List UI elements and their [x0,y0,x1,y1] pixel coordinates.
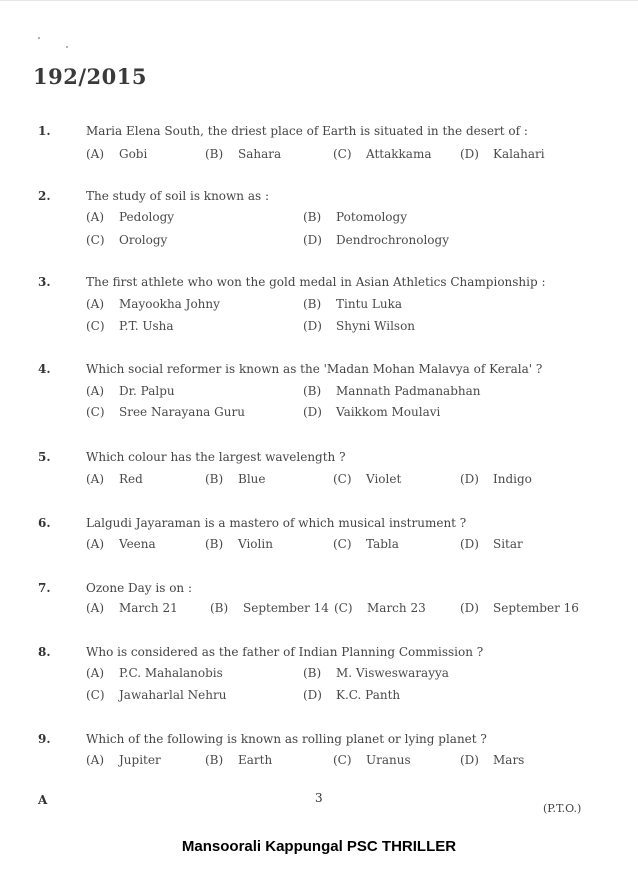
option-b [205,472,266,486]
option-b [303,384,481,398]
option-text: Dr. Palpu [119,384,175,398]
option-text: Blue [238,472,266,486]
option-text: Red [119,472,143,486]
option-c [86,688,226,702]
option-text: September 16 [493,601,579,615]
question-number: 2. [38,189,51,203]
question-number: 3. [38,275,51,289]
option-label: (B) [303,297,322,311]
option-d [303,405,440,419]
option-text: M. Visweswarayya [336,666,449,680]
option-label: (C) [333,472,352,486]
option-c [86,319,173,333]
option-label: (D) [460,472,479,486]
option-label: (A) [86,601,105,615]
option-text: September 14 [243,601,329,615]
option-a [86,210,174,224]
option-c [333,753,411,767]
option-text: Mars [493,753,525,767]
option-label: (B) [205,472,224,486]
option-c [333,537,399,551]
question-text: Which colour has the largest wavelength ? [86,450,346,464]
option-text: Veena [119,537,156,551]
option-text: Dendrochronology [336,233,449,247]
option-text: Jawaharlal Nehru [119,688,227,702]
option-label: (A) [86,384,105,398]
option-text: P.T. Usha [119,319,174,333]
question-number: 6. [38,516,51,530]
question-number: 7. [38,581,51,595]
option-text: Sitar [493,537,523,551]
option-text: Orology [119,233,168,247]
option-text: Earth [238,753,273,767]
option-label: (C) [333,147,352,161]
question-number: 4. [38,362,51,376]
option-label: (B) [303,210,322,224]
option-a [86,601,178,615]
option-text: Violin [238,537,273,551]
option-text: Attakkama [366,147,432,161]
question-text: Which social reformer is known as the 'Madan Mohan Malavya of Kerala' ? [86,362,543,376]
option-label: (D) [303,405,322,419]
question-number: 1. [38,124,51,138]
option-text: Gobi [119,147,148,161]
option-label: (C) [86,319,105,333]
option-text: Sahara [238,147,282,161]
option-text: Vaikkom Moulavi [336,405,441,419]
question-number: 5. [38,450,51,464]
option-label: (B) [205,753,224,767]
option-label: (B) [205,537,224,551]
option-a [86,472,143,486]
option-d [460,147,545,161]
option-text: Indigo [493,472,532,486]
option-label: (A) [86,537,105,551]
option-label: (A) [86,210,105,224]
option-d [303,233,449,247]
option-c [86,233,167,247]
option-label: (B) [210,601,229,615]
option-text: Violet [366,472,402,486]
option-label: (D) [303,233,322,247]
option-d [303,319,415,333]
option-text: Mannath Padmanabhan [336,384,481,398]
option-text: Sree Narayana Guru [119,405,245,419]
option-label: (A) [86,472,105,486]
option-text: K.C. Panth [336,688,401,702]
option-label: (C) [86,405,105,419]
question-text: Ozone Day is on : [86,581,193,595]
option-c [333,147,431,161]
question-number: 8. [38,645,51,659]
option-d [460,472,532,486]
option-c [333,472,401,486]
option-a [86,384,175,398]
option-b [205,147,281,161]
option-d [303,688,400,702]
option-d [460,537,523,551]
option-label: (B) [205,147,224,161]
option-label: (C) [86,233,105,247]
paper-code: 192/2015 [33,64,147,89]
option-label: (D) [303,688,322,702]
option-text: Mayookha Johny [119,297,220,311]
page-number: 3 [315,791,323,805]
question-text: Lalgudi Jayaraman is a mastero of which musical instrument ? [86,516,467,530]
option-text: March 21 [119,601,178,615]
scan-speck [66,46,68,48]
option-label: (A) [86,297,105,311]
option-b [205,753,272,767]
question-text: Who is considered as the father of Indian Planning Commission ? [86,645,484,659]
top-edge-line [0,0,638,1]
option-label: (D) [460,753,479,767]
option-a [86,666,223,680]
option-label: (D) [460,601,479,615]
option-a [86,753,161,767]
series-code: A [38,793,48,807]
scan-speck [38,37,40,39]
option-label: (B) [303,666,322,680]
option-text: Uranus [366,753,411,767]
option-text: Jupiter [119,753,161,767]
option-text: Potomology [336,210,407,224]
option-text: March 23 [367,601,426,615]
option-label: (D) [460,147,479,161]
pto-note: (P.T.O.) [543,802,582,815]
option-label: (B) [303,384,322,398]
question-number: 9. [38,732,51,746]
option-b [303,666,449,680]
option-label: (A) [86,666,105,680]
option-a [86,147,147,161]
option-text: Shyni Wilson [336,319,416,333]
option-label: (A) [86,753,105,767]
option-text: Tabla [366,537,399,551]
option-label: (D) [460,537,479,551]
option-a [86,297,220,311]
option-b [303,297,402,311]
option-d [460,753,524,767]
watermark-credit: Mansoorali Kappungal PSC THRILLER [181,838,457,855]
question-text: Which of the following is known as rolling planet or lying planet ? [86,732,487,746]
option-label: (D) [303,319,322,333]
option-a [86,537,156,551]
option-b [210,601,329,615]
option-text: Tintu Luka [336,297,403,311]
option-label: (A) [86,147,105,161]
option-label: (C) [333,753,352,767]
option-text: Kalahari [493,147,545,161]
option-text: P.C. Mahalanobis [119,666,223,680]
option-d [460,601,579,615]
option-c [334,601,426,615]
option-text: Pedology [119,210,175,224]
question-text: The study of soil is known as : [86,189,270,203]
option-b [205,537,273,551]
option-label: (C) [86,688,105,702]
option-b [303,210,407,224]
question-text: The first athlete who won the gold medal in Asian Athletics Championship : [86,275,546,289]
option-label: (C) [333,537,352,551]
option-c [86,405,245,419]
question-text: Maria Elena South, the driest place of Earth is situated in the desert of : [86,124,528,138]
option-label: (C) [334,601,353,615]
